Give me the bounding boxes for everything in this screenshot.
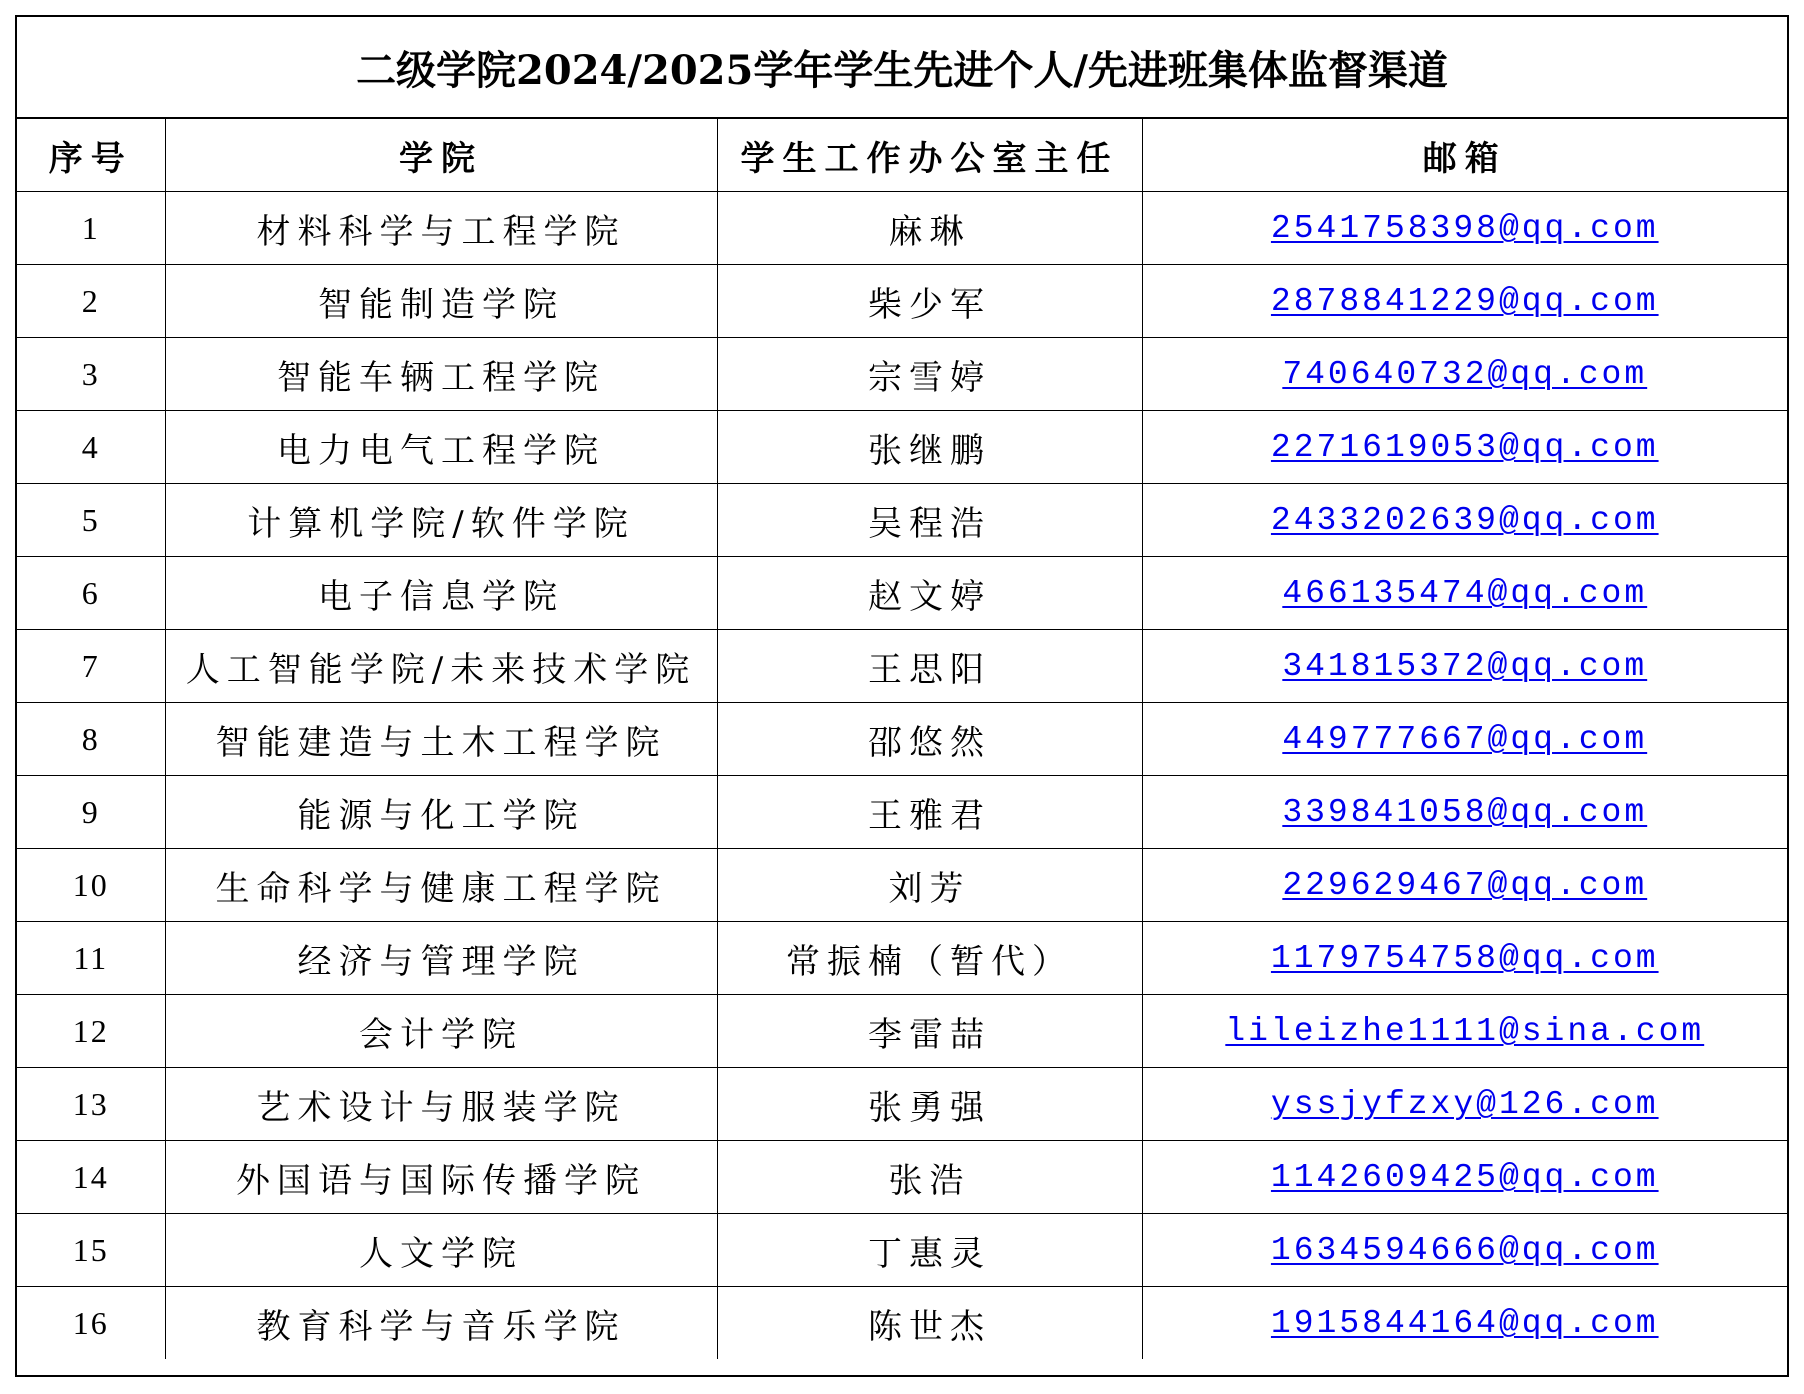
row-email-cell: [1142, 338, 1787, 411]
title-row: [17, 17, 1787, 119]
row-director: 丁惠灵: [717, 1214, 1142, 1287]
row-college: 智能建造与土木工程学院: [165, 703, 717, 776]
row-email-cell: [1142, 557, 1787, 630]
email-link[interactable]: 2271619053@qq.com: [1270, 428, 1659, 466]
email-link[interactable]: 1179754758@qq.com: [1270, 939, 1659, 977]
table-row: [17, 630, 1787, 703]
email-link[interactable]: 2878841229@qq.com: [1270, 282, 1659, 320]
row-email-cell: [1142, 192, 1787, 265]
row-college: 能源与化工学院: [165, 776, 717, 849]
table-row: [17, 557, 1787, 630]
email-link[interactable]: 449777667@qq.com: [1282, 720, 1648, 758]
row-email-cell: [1142, 849, 1787, 922]
row-college: 经济与管理学院: [165, 922, 717, 995]
table-row: [17, 922, 1787, 995]
table-row: [17, 192, 1787, 265]
supervision-table-sheet: [15, 15, 1789, 1377]
row-director: 王雅君: [717, 776, 1142, 849]
table-row: [17, 484, 1787, 557]
row-college: 计算机学院/软件学院: [165, 484, 717, 557]
row-index: 3: [17, 338, 165, 411]
row-email-cell: [1142, 1068, 1787, 1141]
email-link[interactable]: 466135474@qq.com: [1282, 574, 1648, 612]
table-row: [17, 265, 1787, 338]
email-link[interactable]: lileizhe1111@sina.com: [1225, 1012, 1705, 1050]
row-email-cell: [1142, 776, 1787, 849]
row-director: 李雷喆: [717, 995, 1142, 1068]
row-index: 1: [17, 192, 165, 265]
row-college: 艺术设计与服装学院: [165, 1068, 717, 1141]
row-index: 10: [17, 849, 165, 922]
header-index: 序号: [17, 119, 165, 192]
row-index: 2: [17, 265, 165, 338]
row-index: 13: [17, 1068, 165, 1141]
row-college: 教育科学与音乐学院: [165, 1287, 717, 1360]
email-link[interactable]: 341815372@qq.com: [1282, 647, 1648, 685]
row-college: 材料科学与工程学院: [165, 192, 717, 265]
row-index: 4: [17, 411, 165, 484]
row-index: 6: [17, 557, 165, 630]
row-index: 9: [17, 776, 165, 849]
row-index: 15: [17, 1214, 165, 1287]
table-row: [17, 849, 1787, 922]
row-college: 电力电气工程学院: [165, 411, 717, 484]
row-index: 12: [17, 995, 165, 1068]
table-row: [17, 338, 1787, 411]
table-row: [17, 411, 1787, 484]
row-director: 王思阳: [717, 630, 1142, 703]
email-link[interactable]: yssjyfzxy@126.com: [1270, 1085, 1659, 1123]
row-email-cell: [1142, 484, 1787, 557]
email-link[interactable]: 1142609425@qq.com: [1270, 1158, 1659, 1196]
table-body: [17, 192, 1787, 1360]
header-director: 学生工作办公室主任: [717, 119, 1142, 192]
row-index: 16: [17, 1287, 165, 1360]
email-link[interactable]: 740640732@qq.com: [1282, 355, 1648, 393]
row-email-cell: [1142, 922, 1787, 995]
row-email-cell: [1142, 630, 1787, 703]
row-director: 张勇强: [717, 1068, 1142, 1141]
table-row: [17, 995, 1787, 1068]
table-row: [17, 1068, 1787, 1141]
email-link[interactable]: 1634594666@qq.com: [1270, 1231, 1659, 1269]
supervision-table: [17, 119, 1787, 1359]
row-email-cell: [1142, 411, 1787, 484]
table-row: [17, 1141, 1787, 1214]
row-college: 会计学院: [165, 995, 717, 1068]
row-director: 宗雪婷: [717, 338, 1142, 411]
table-row: [17, 1287, 1787, 1360]
row-email-cell: [1142, 1287, 1787, 1360]
row-college: 外国语与国际传播学院: [165, 1141, 717, 1214]
row-college: 人工智能学院/未来技术学院: [165, 630, 717, 703]
row-email-cell: [1142, 265, 1787, 338]
row-email-cell: [1142, 995, 1787, 1068]
row-college: 智能制造学院: [165, 265, 717, 338]
row-college: 人文学院: [165, 1214, 717, 1287]
row-college: 生命科学与健康工程学院: [165, 849, 717, 922]
row-index: 8: [17, 703, 165, 776]
row-index: 11: [17, 922, 165, 995]
table-row: [17, 703, 1787, 776]
email-link[interactable]: 339841058@qq.com: [1282, 793, 1648, 831]
email-link[interactable]: 1915844164@qq.com: [1270, 1304, 1659, 1342]
email-link[interactable]: 229629467@qq.com: [1282, 866, 1648, 904]
row-email-cell: [1142, 703, 1787, 776]
row-director: 张继鹏: [717, 411, 1142, 484]
email-link[interactable]: 2433202639@qq.com: [1270, 501, 1659, 539]
row-director: 吴程浩: [717, 484, 1142, 557]
document-title: 二级学院2024/2025学年学生先进个人/先进班集体监督渠道: [356, 46, 1448, 94]
row-index: 7: [17, 630, 165, 703]
row-director: 常振楠（暂代）: [717, 922, 1142, 995]
row-director: 张浩: [717, 1141, 1142, 1214]
row-director: 刘芳: [717, 849, 1142, 922]
row-email-cell: [1142, 1141, 1787, 1214]
row-director: 赵文婷: [717, 557, 1142, 630]
table-row: [17, 1214, 1787, 1287]
row-college: 电子信息学院: [165, 557, 717, 630]
row-director: 柴少军: [717, 265, 1142, 338]
row-email-cell: [1142, 1214, 1787, 1287]
table-row: [17, 776, 1787, 849]
row-college: 智能车辆工程学院: [165, 338, 717, 411]
row-director: 邵悠然: [717, 703, 1142, 776]
row-director: 麻琳: [717, 192, 1142, 265]
header-row: [17, 119, 1787, 192]
header-email: 邮箱: [1142, 119, 1787, 192]
row-index: 5: [17, 484, 165, 557]
row-index: 14: [17, 1141, 165, 1214]
email-link[interactable]: 2541758398@qq.com: [1270, 209, 1659, 247]
header-college: 学院: [165, 119, 717, 192]
row-director: 陈世杰: [717, 1287, 1142, 1360]
